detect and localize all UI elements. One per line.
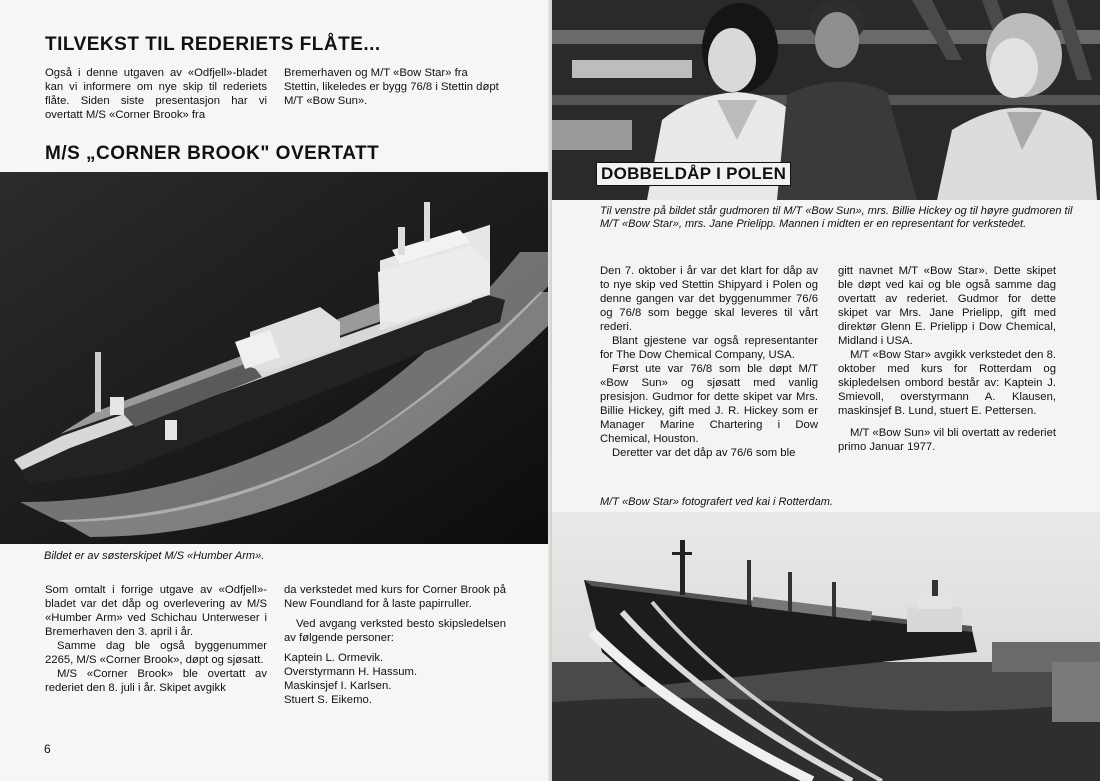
body-paragraph: Blant gjestene var også representanter for The Dow Chemical Company, USA. xyxy=(600,335,818,361)
body-paragraph: gitt navnet M/T «Bow Star». Dette skipet ble døpt ved kai og ble også samme dag overtatt av rederiet. Gudmor for dette skipet var Mrs. Jane Prielipp, gift med direktør Glenn E. Prielipp i Dow Chemical, Midland i USA. xyxy=(838,265,1056,347)
right-column-1 xyxy=(600,264,818,460)
tanker-photo-caption: M/T «Bow Star» fotografert ved kai i Rotterdam. xyxy=(600,496,833,508)
tanker-photo-graphic xyxy=(552,512,1100,781)
body-paragraph: Som omtalt i forrige utgave av «Odfjell»-bladet var det dåp og overlevering av M/S «Humber Arm» ved Schichau Unterweser i Bremerhaven den 3. april i år. xyxy=(45,584,267,638)
body-paragraph: M/S «Corner Brook» ble overtatt av rederiet den 8. juli i år. Skipet avgikk xyxy=(45,668,267,694)
christening-photo-caption: Til venstre på bildet står gudmoren til M/T «Bow Sun», mrs. Billie Hickey og til høyre gudmoren til M/T «Bow Star», mrs. Jane Prielipp. Mannen i midten er en representant for verkstedet. xyxy=(600,205,1073,230)
heading-tilvekst: TILVEKST TIL REDERIETS FLÅTE... xyxy=(45,34,381,55)
crew-item: Kaptein L. Ormevik. xyxy=(284,652,384,664)
crew-item: Maskinsjef I. Karlsen. xyxy=(284,680,392,692)
body-paragraph: Ved avgang verksted besto skipsledelsen av følgende personer: xyxy=(284,618,506,644)
intro-text-1: Også i denne utgaven av «Odfjell»-bladet kan vi informere om nye skip til rederiets flåte. Siden siste presentasjon har vi overtatt M/S «Corner Brook» fra xyxy=(45,67,267,121)
crew-list xyxy=(284,651,506,707)
page-number: 6 xyxy=(44,742,51,756)
body-paragraph: da verkstedet med kurs for Corner Brook på New Foundland for å laste papirruller. xyxy=(284,584,506,610)
ship-photo-caption: Bildet er av søsterskipet M/S «Humber Arm». xyxy=(44,550,265,562)
body-paragraph: M/T «Bow Star» avgikk verkstedet den 8. oktober med kurs for Rotterdam og skipledelsen ombord består av: Kaptein J. Smievoll, overstyrmann A. Klausen, maskinsjef B. Lund, stuert E. Pettersen. xyxy=(838,349,1056,417)
crew-item: Stuert S. Eikemo. xyxy=(284,694,372,706)
intro-text-2: Bremerhaven og M/T «Bow Star» fra Stettin, likeledes er bygg 76/8 i Stettin døpt M/T «Bow Sun». xyxy=(284,67,499,107)
right-page xyxy=(552,0,1100,781)
body-paragraph: Deretter var det dåp av 76/6 som ble xyxy=(612,447,796,459)
ship-photo xyxy=(0,172,552,544)
intro-column-2 xyxy=(284,66,506,108)
body-paragraph: M/T «Bow Sun» vil bli overtatt av rederiet primo Januar 1977. xyxy=(838,427,1056,453)
christening-photo xyxy=(552,0,1100,200)
body-paragraph: Først ute var 76/8 som ble døpt M/T «Bow Sun» og sjøsatt med vanlig presisjon. Gudmor for dette skipet var Mrs. Billie Hickey, gift med J. R. Hickey som er Manager Marine Chartering i Dow Chemical, Houston. xyxy=(600,363,818,445)
body-column-2 xyxy=(284,583,506,707)
heading-corner-brook: M/S „CORNER BROOK" OVERTATT xyxy=(45,143,380,164)
right-column-2 xyxy=(838,264,1056,454)
heading-dobbeldap: DOBBELDÅP I POLEN xyxy=(596,162,791,186)
intro-column-1 xyxy=(45,66,267,122)
ship-photo-graphic xyxy=(0,172,552,544)
body-paragraph: Den 7. oktober i år var det klart for dåp av to nye skip ved Stettin Shipyard i Polen og denne gangen var det byggenummer 76/6 og 76/8 som begge skal leveres til vårt rederi. xyxy=(600,265,818,333)
tanker-photo xyxy=(552,512,1100,781)
body-column-1 xyxy=(45,583,267,695)
crew-item: Overstyrmann H. Hassum. xyxy=(284,666,418,678)
body-paragraph: Samme dag ble også byggenummer 2265, M/S «Corner Brook», døpt og sjøsatt. xyxy=(45,640,267,666)
